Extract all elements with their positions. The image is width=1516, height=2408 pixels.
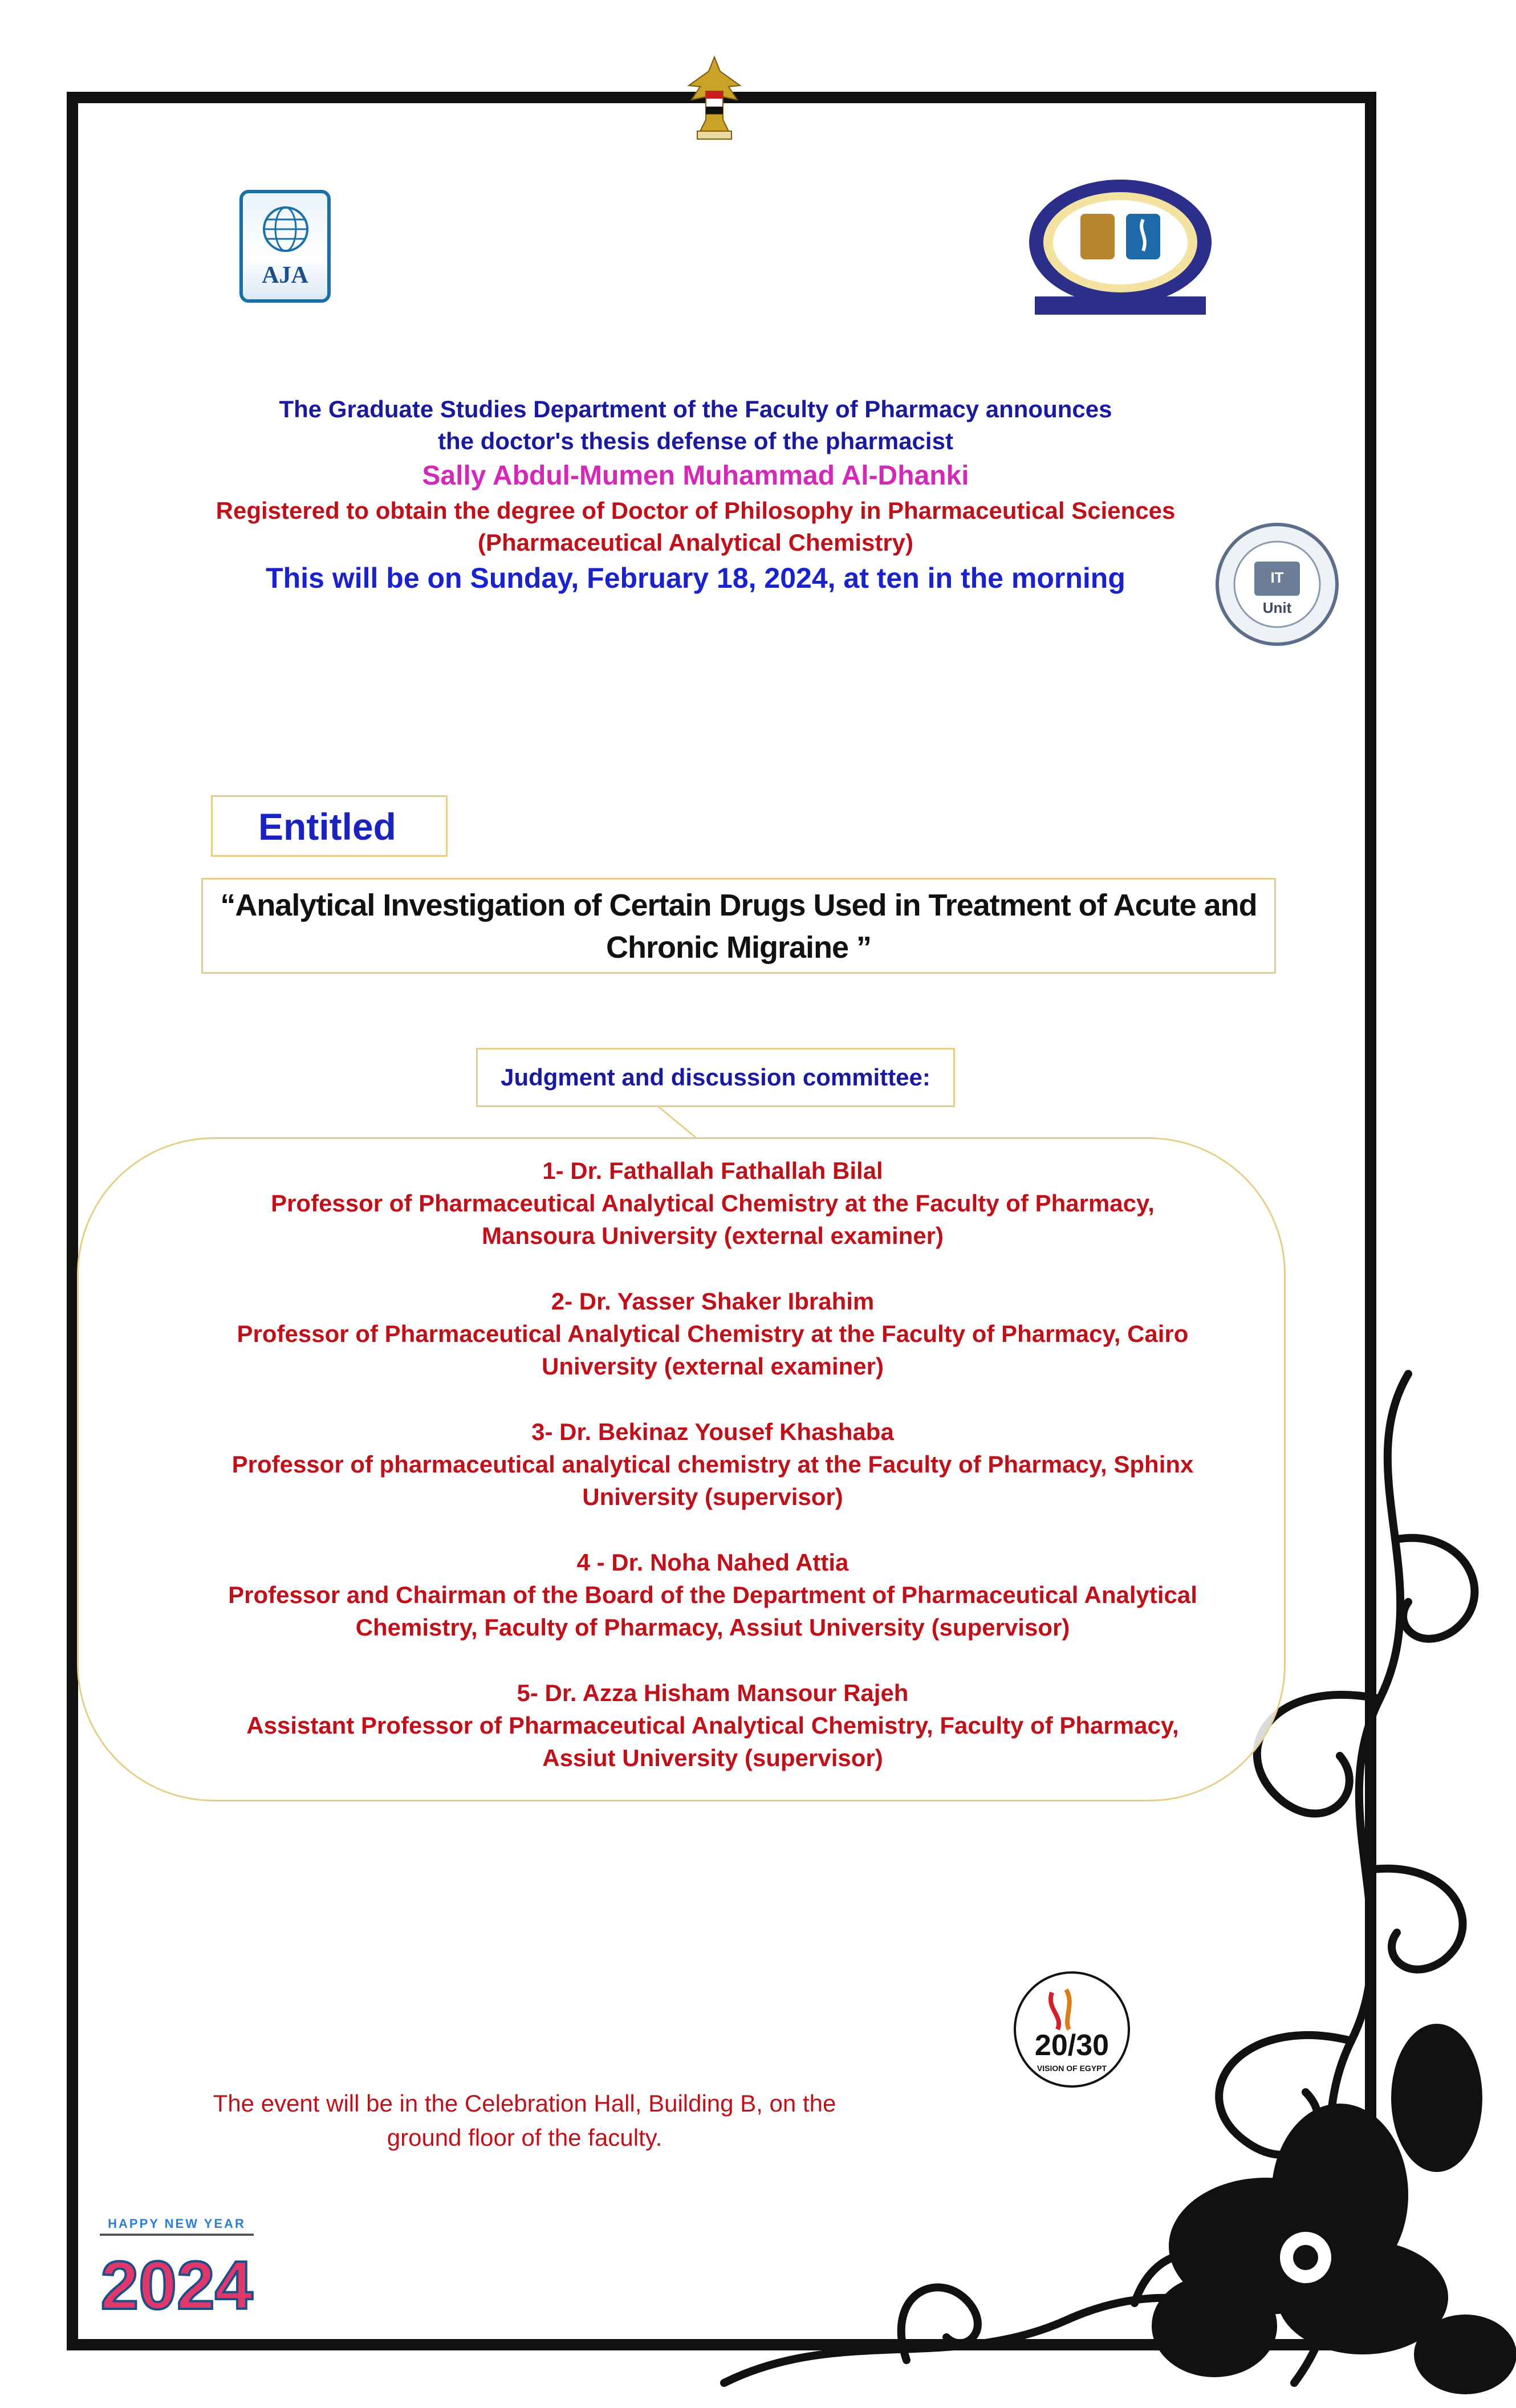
member-role: Chemistry, Faculty of Pharmacy, Assiut University (supervisor)	[355, 1614, 1070, 1641]
entitled-label: Entitled	[258, 806, 396, 848]
member-name: 4 - Dr. Noha Nahed Attia	[576, 1549, 849, 1576]
member-name: 1- Dr. Fathallah Fathallah Bilal	[542, 1157, 883, 1184]
member-role: Professor of Pharmaceutical Analytical Chemistry at the Faculty of Pharmacy, Cairo	[237, 1320, 1189, 1347]
committee-member	[188, 1285, 1237, 1382]
event-line2: ground floor of the faculty.	[387, 2124, 663, 2151]
faculty-of-pharmacy-logo	[1023, 174, 1217, 322]
announcement-line1: The Graduate Studies Department of the Faculty of Pharmacy announces	[279, 396, 1112, 422]
member-role: University (supervisor)	[582, 1483, 843, 1510]
event-location	[182, 2086, 867, 2155]
defense-date: This will be on Sunday, February 18, 2024, at ten in the morning	[266, 562, 1125, 594]
member-name: 5- Dr. Azza Hisham Mansour Rajeh	[517, 1679, 909, 1706]
committee-members	[188, 1154, 1237, 1807]
committee-callout	[476, 1048, 955, 1107]
happy-new-year-text: HAPPY NEW YEAR	[108, 2216, 246, 2231]
it-unit-logo	[1209, 519, 1346, 650]
happy-new-year-logo	[94, 2212, 259, 2320]
globe-icon	[260, 204, 311, 255]
member-role: Professor and Chairman of the Board of the Department of Pharmaceutical Analytical	[228, 1581, 1197, 1608]
member-role: Mansoura University (external examiner)	[482, 1222, 944, 1249]
thesis-title-line1: “Analytical Investigation of Certain Drugs Used in Treatment of Acute and	[220, 888, 1257, 922]
entitled-label-box	[211, 795, 448, 857]
vision-logo-subtext: VISION OF EGYPT	[1037, 2064, 1107, 2073]
committee-member	[188, 1415, 1237, 1513]
specialty-text: (Pharmaceutical Analytical Chemistry)	[477, 529, 914, 556]
vision-logo-text: 20/30	[1034, 2029, 1109, 2062]
event-line1: The event will be in the Celebration Hall, Building B, on the	[213, 2090, 836, 2117]
vision-2030-logo	[1012, 1970, 1132, 2089]
aja-logo-text: AJA	[262, 262, 308, 288]
it-logo-text: IT	[1270, 569, 1284, 586]
member-name: 2- Dr. Yasser Shaker Ibrahim	[551, 1288, 875, 1315]
member-role: Assistant Professor of Pharmaceutical Analytical Chemistry, Faculty of Pharmacy,	[246, 1712, 1179, 1739]
year-2024-text: 2024	[100, 2247, 253, 2320]
it-logo-unit-text: Unit	[1262, 599, 1292, 616]
committee-member	[188, 1154, 1237, 1252]
callout-pointer	[656, 1105, 701, 1140]
thesis-title-box	[201, 878, 1276, 974]
thesis-title-line2: Chronic Migraine ”	[605, 930, 872, 965]
committee-member	[188, 1546, 1237, 1644]
committee-member	[188, 1677, 1237, 1774]
candidate-name: Sally Abdul-Mumen Muhammad Al-Dhanki	[422, 461, 969, 491]
member-role: Professor of pharmaceutical analytical chemistry at the Faculty of Pharmacy, Sphinx	[231, 1451, 1194, 1478]
announcement	[171, 393, 1220, 597]
announcement-line2: the doctor's thesis defense of the pharmacist	[438, 428, 953, 454]
member-role: Assiut University (supervisor)	[542, 1744, 883, 1771]
aja-logo	[239, 190, 331, 303]
member-role: Professor of Pharmaceutical Analytical Chemistry at the Faculty of Pharmacy,	[271, 1190, 1155, 1217]
egypt-eagle-emblem	[683, 51, 746, 143]
member-name: 3- Dr. Bekinaz Yousef Khashaba	[531, 1418, 894, 1445]
committee-label: Judgment and discussion committee:	[501, 1064, 930, 1091]
degree-text: Registered to obtain the degree of Doctor of Philosophy in Pharmaceutical Sciences	[216, 497, 1176, 524]
member-role: University (external examiner)	[542, 1353, 884, 1380]
